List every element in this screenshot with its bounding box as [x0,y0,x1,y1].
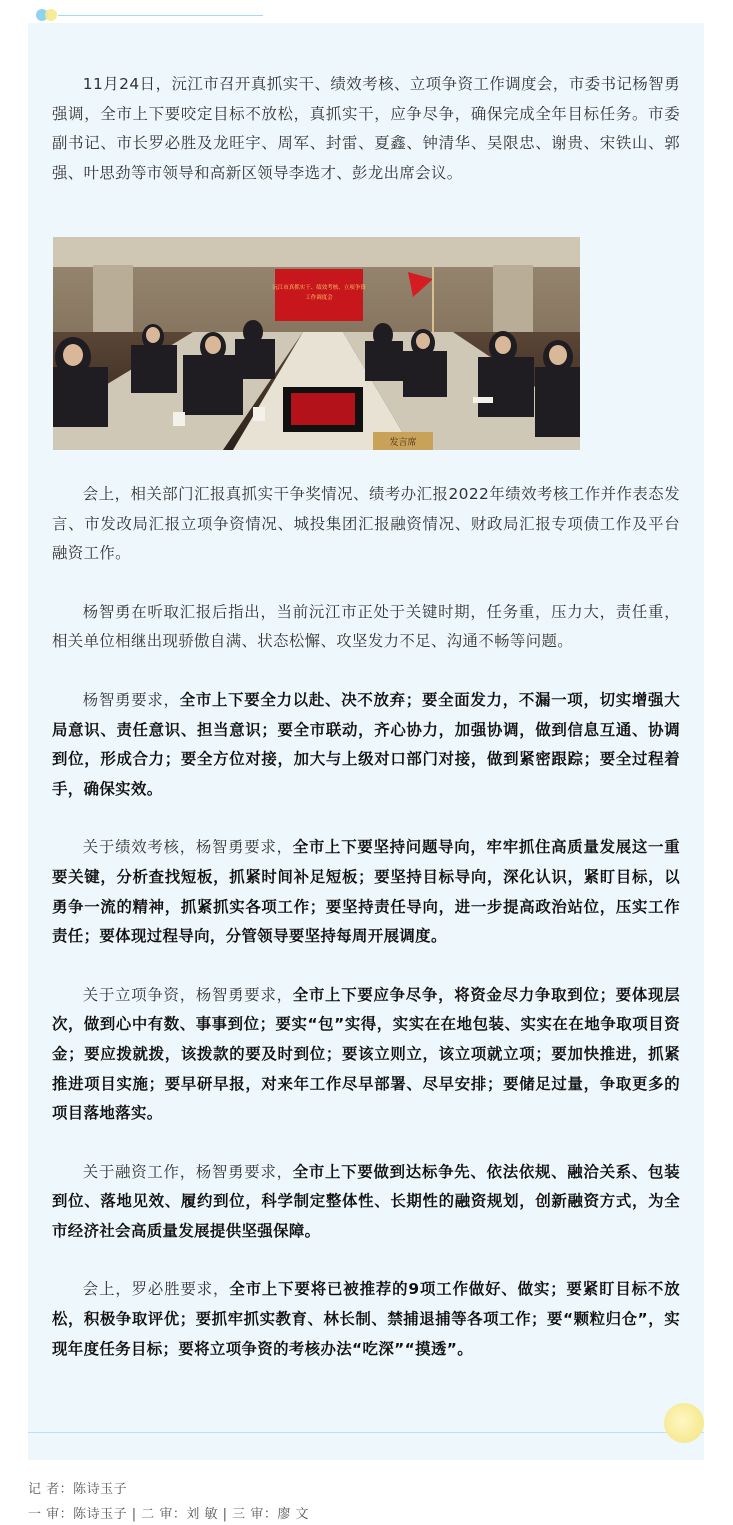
paragraph-issues: 杨智勇在听取汇报后指出，当前沅江市正处于关键时期，任务重，压力大，责任重，相关单位相继出现骄傲自满、状态松懈、攻坚发力不足、沟通不畅等问题。 [52,602,680,651]
banner-text-line1: 沅江市真抓实干、绩效考核、立项争资 [272,285,366,291]
banner-text-line2: 工作调度会 [305,295,333,301]
yellow-circle-icon [664,1403,704,1443]
paragraph-bold: 全市上下要全力以赴、决不放弃；要全面发力，不漏一项，切实增强大局意识、责任意识、担当意识；要全市联动，齐心协力，加强协调，做到信息互通、协调到位，形成合力；要全方位对接，加大与上级对口部门对接，做到紧密跟踪；要全过程着手，确保实效。 [52,690,680,798]
paragraph-performance-review [52,833,680,951]
paragraph-requirements-general [52,686,680,804]
paragraph-bold: 全市上下要坚持问题导向，牢牢抓住高质量发展这一重要关键，分析查找短板，抓紧时间补足短板；要坚持目标导向，深化认识，紧盯目标，以勇争一流的精神，抓紧抓实各项工作；要坚持责任导向，进一步提高政治站位，压实工作责任；要体现过程导向，分管领导要坚持每周开展调度。 [52,838,680,946]
paragraph-bold: 全市上下要将已被推荐的9项工作做好、做实；要紧盯目标不放松，积极争取评优；要抓牢抓实教育、林长制、禁捕退捕等各项工作；要“颗粒归仓”，实现年度任务目标；要将立项争资的考核办法“吃深”“摸透”。 [52,1280,680,1358]
paragraph-lead: 关于立项争资，杨智勇要求， [82,985,293,1004]
article-body-continued [52,480,680,1364]
paragraph-financing [52,1158,680,1247]
paragraph-mayor-requirements [52,1275,680,1364]
yellow-dot-icon [45,9,57,21]
paragraph-lead: 杨智勇要求， [82,690,180,709]
article-body [52,70,680,188]
paragraph-bold: 全市上下要做到达标争先、依法依规、融洽关系、包装到位、落地见效、履约到位，科学制定整体性、长期性的融资规划，创新融资方式，为全市经济社会高质量发展提供坚强保障。 [52,1162,680,1240]
footer-divider-line [28,1432,704,1433]
paragraph-intro: 11月24日，沅江市召开真抓实干、绩效考核、立项争资工作调度会，市委书记杨智勇强调，全市上下要咬定目标不放松，真抓实干，应争尽争，确保完成全年目标任务。市委副书记、市长罗必胜及龙旺宇、周军、封雷、夏鑫、钟清华、吴限忠、谢贵、宋铁山、郭强、叶思劲等市领导和高新区领导李选才、彭龙出席会议。 [52,75,680,182]
paragraph-lead: 关于融资工作，杨智勇要求， [82,1162,293,1181]
paragraph-bold: 全市上下要应争尽争，将资金尽力争取到位；要体现层次，做到心中有数、事事到位；要实“包”实得，实实在在地包装、实实在在地争取项目资金；要应拨就拨，该拨款的要及时到位；要该立则立，该立项就立项；要加快推进，抓紧推进项目实施；要早研早报，对来年工作尽早部署、尽早安排；要储足过量，争取更多的项目落地落实。 [52,985,680,1123]
header-divider-line [58,15,263,16]
paragraph-reports: 会上，相关部门汇报真抓实干争奖情况、绩考办汇报2022年绩效考核工作并作表态发言、市发改局汇报立项争资情况、城投集团汇报融资情况、财政局汇报专项债工作及平台融资工作。 [52,485,680,563]
reporter-credit: 记 者：陈诗玉子 [28,1482,128,1497]
meeting-photo [53,237,580,450]
meeting-photo-illustration [53,237,580,450]
paragraph-lead: 关于绩效考核，杨智勇要求， [82,838,293,857]
nameplate-text: 发言席 [389,438,417,448]
review-credit: 一 审：陈诗玉子 | 二 审：刘 敏 | 三 审：廖 文 [28,1507,309,1522]
paragraph-project-funding [52,981,680,1129]
paragraph-lead: 会上，罗必胜要求， [82,1280,230,1299]
header-decoration [36,8,266,24]
